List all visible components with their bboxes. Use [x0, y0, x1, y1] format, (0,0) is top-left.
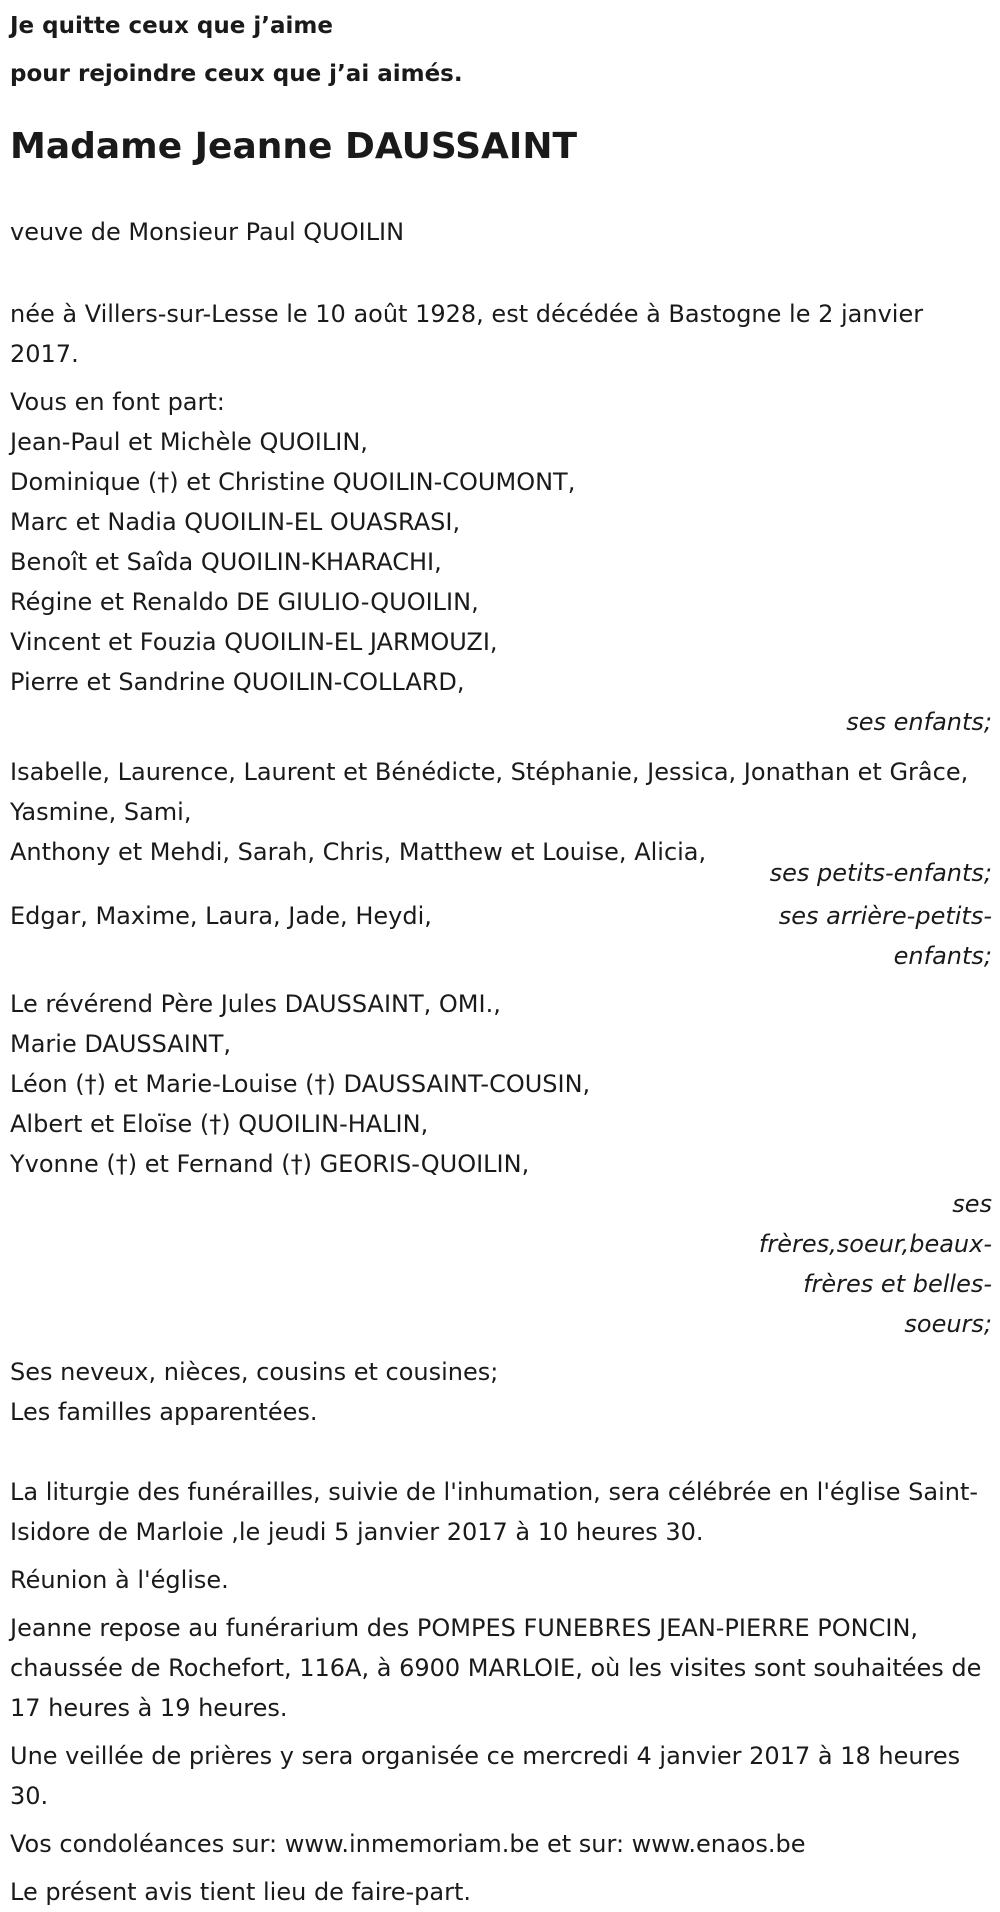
- great-grandchildren-block: [10, 896, 992, 970]
- obituary-notice: [10, 0, 992, 1912]
- list-item: Marc et Nadia QUOILIN-EL OUASRASI,: [10, 508, 461, 536]
- grandchildren-line: Anthony et Mehdi, Sarah, Chris, Matthew et Louise, Alicia,: [10, 838, 707, 866]
- siblings-list: [10, 984, 992, 1184]
- others-line: Ses neveux, nièces, cousins et cousines;: [10, 1358, 499, 1386]
- list-item: Jean-Paul et Michèle QUOILIN,: [10, 428, 368, 456]
- others-block: [10, 1352, 992, 1432]
- grandchildren-line: Isabelle, Laurence, Laurent et Bénédicte, Stéphanie, Jessica, Jonathan et Grâce, Yasmine, Sami,: [10, 758, 969, 826]
- list-item: Marie DAUSSAINT,: [10, 1030, 232, 1058]
- list-item: Régine et Renaldo DE GIULIO-QUOILIN,: [10, 588, 479, 616]
- siblings-relation: ses frères,soeur,beaux-frères et belles-soeurs;: [758, 1190, 992, 1338]
- rest-paragraph: Jeanne repose au funérarium des POMPES FUNEBRES JEAN-PIERRE PONCIN, chaussée de Rochefort, 116A, à 6900 MARLOIE, où les visites sont souhaitées de 17 heures à 19 heures.: [10, 1614, 982, 1722]
- grandchildren-relation: ses petits-enfants;: [769, 859, 992, 887]
- widow-of: veuve de Monsieur Paul QUOILIN: [10, 218, 405, 246]
- list-item: Benoît et Saîda QUOILIN-KHARACHI,: [10, 548, 442, 576]
- list-item: Pierre et Sandrine QUOILIN-COLLARD,: [10, 668, 465, 696]
- great-grandchildren-relation: ses arrière-petits-enfants;: [778, 902, 992, 970]
- list-item: Dominique (†) et Christine QUOILIN-COUMONT,: [10, 468, 576, 496]
- list-item: Albert et Eloïse (†) QUOILIN-HALIN,: [10, 1110, 429, 1138]
- meeting-paragraph: Réunion à l'église.: [10, 1566, 229, 1594]
- deceased-name: Madame Jeanne DAUSSAINT: [10, 126, 577, 167]
- quote-line-1: Je quitte ceux que j’aime: [10, 13, 333, 39]
- announcement-intro: Vous en font part:: [10, 388, 225, 416]
- list-item: Yvonne (†) et Fernand (†) GEORIS-QUOILIN,: [10, 1150, 530, 1178]
- children-relation: ses enfants;: [846, 708, 992, 736]
- list-item: Vincent et Fouzia QUOILIN-EL JARMOUZI,: [10, 628, 498, 656]
- great-grandchildren-line: Edgar, Maxime, Laura, Jade, Heydi,: [10, 902, 432, 930]
- children-list: [10, 422, 992, 702]
- siblings-block: [10, 984, 992, 1344]
- quote-line-2: pour rejoindre ceux que j’ai aimés.: [10, 61, 463, 87]
- notice-paragraph: Le présent avis tient lieu de faire-part.: [10, 1878, 472, 1906]
- list-item: Léon (†) et Marie-Louise (†) DAUSSAINT-COUSIN,: [10, 1070, 591, 1098]
- liturgy-paragraph: La liturgie des funérailles, suivie de l'inhumation, sera célébrée en l'église Saint-Isidore de Marloie ,le jeudi 5 janvier 2017 à 10 heures 30.: [10, 1478, 979, 1546]
- list-item: Le révérend Père Jules DAUSSAINT, OMI.,: [10, 990, 501, 1018]
- grandchildren-block: [10, 752, 992, 888]
- vigil-paragraph: Une veillée de prières y sera organisée ce mercredi 4 janvier 2017 à 18 heures 30.: [10, 1742, 961, 1810]
- others-line: Les familles apparentées.: [10, 1398, 318, 1426]
- birth-death-statement: née à Villers-sur-Lesse le 10 août 1928, est décédée à Bastogne le 2 janvier 2017.: [10, 300, 924, 368]
- condolences-paragraph: Vos condoléances sur: www.inmemoriam.be et sur: www.enaos.be: [10, 1830, 806, 1858]
